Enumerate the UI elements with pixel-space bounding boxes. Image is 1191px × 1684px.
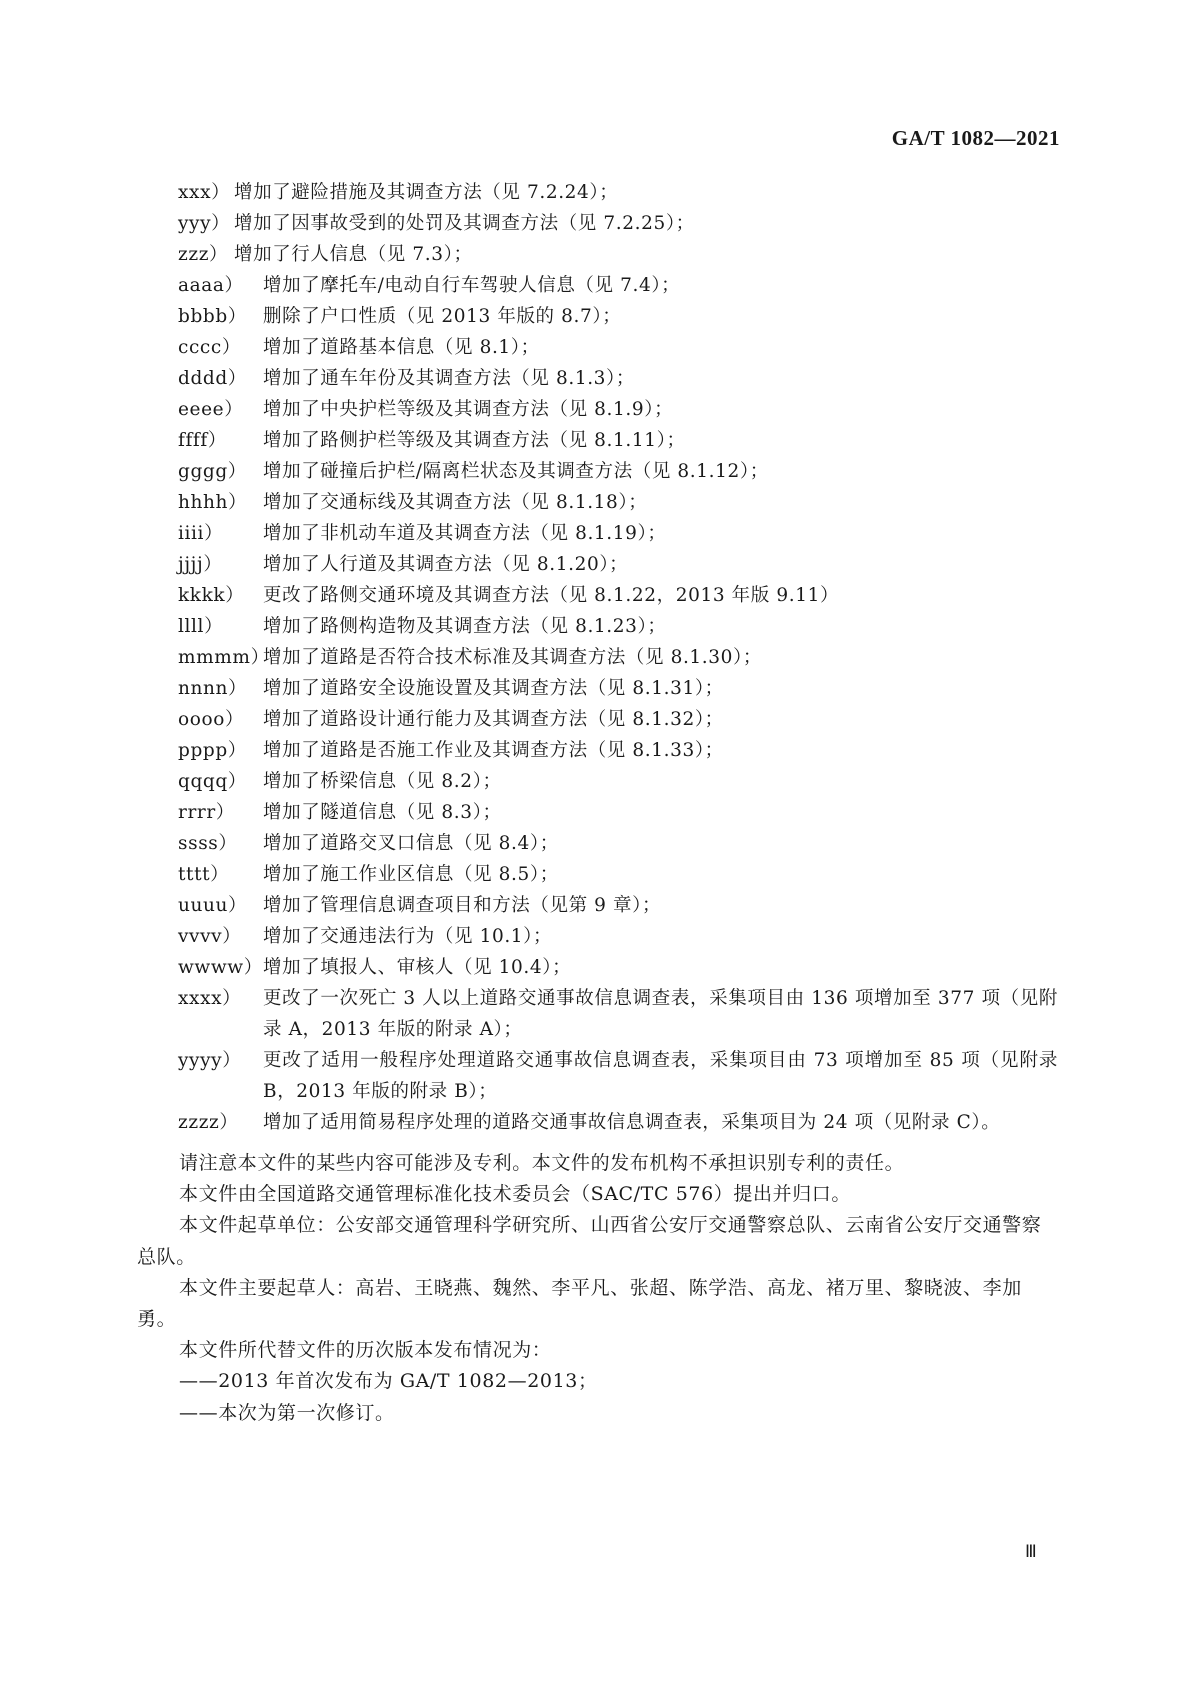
item-text: 增加了摩托车/电动自行车驾驶人信息（见 7.4）； — [263, 275, 681, 296]
list-item — [178, 859, 1058, 890]
item-text: 增加了交通违法行为（见 10.1）； — [263, 926, 553, 947]
list-item — [178, 487, 1058, 518]
item-text: 删除了户口性质（见 2013 年版的 8.7）； — [263, 306, 622, 327]
item-text: 增加了非机动车道及其调查方法（见 8.1.19）； — [263, 523, 667, 544]
item-label: pppp） — [178, 740, 247, 761]
item-label: llll） — [178, 616, 224, 637]
item-text: 增加了路侧构造物及其调查方法（见 8.1.23）； — [263, 616, 667, 637]
version-history-item: ——本次为第一次修订。 — [179, 1401, 395, 1424]
item-label: gggg） — [178, 461, 247, 482]
version-history-item: ——2013 年首次发布为 GA/T 1082—2013； — [179, 1370, 598, 1393]
item-text: 增加了道路设计通行能力及其调查方法（见 8.1.32）； — [263, 709, 724, 730]
list-item — [178, 828, 1058, 859]
list-item — [178, 1045, 1058, 1107]
item-label: yyy） — [178, 213, 231, 234]
item-label: rrrr） — [178, 802, 235, 823]
list-item — [178, 580, 1058, 611]
list-item — [178, 208, 1058, 239]
item-label: zzz） — [178, 244, 229, 265]
item-text: 增加了交通标线及其调查方法（见 8.1.18）； — [263, 492, 648, 513]
item-label: uuuu） — [178, 895, 248, 916]
item-text: 增加了碰撞后护栏/隔离栏状态及其调查方法（见 8.1.12）； — [263, 461, 769, 482]
item-text: 更改了适用一般程序处理道路交通事故信息调查表，采集项目由 73 项增加至 85 项（见附录 B，2013 年版的附录 B）； — [263, 1050, 1058, 1102]
item-text: 增加了适用简易程序处理的道路交通事故信息调查表，采集项目为 24 项（见附录 C）。 — [263, 1112, 1001, 1133]
list-item — [178, 983, 1058, 1045]
item-label: hhhh） — [178, 492, 248, 513]
item-text: 增加了道路交叉口信息（见 8.4）； — [263, 833, 559, 854]
list-item — [178, 735, 1058, 766]
item-text: 增加了道路是否施工作业及其调查方法（见 8.1.33）； — [263, 740, 724, 761]
list-item — [178, 456, 1058, 487]
item-text: 增加了施工作业区信息（见 8.5）； — [263, 864, 559, 885]
drafting-units: 本文件起草单位：公安部交通管理科学研究所、山西省公安厅交通警察总队、云南省公安厅交通警察总队。 — [137, 1214, 1042, 1268]
item-text: 增加了行人信息（见 7.3）； — [234, 244, 473, 265]
item-label: aaaa） — [178, 275, 244, 296]
item-label: xxxx） — [178, 988, 242, 1009]
list-item — [178, 611, 1058, 642]
item-label: vvvv） — [178, 926, 242, 947]
item-text: 增加了人行道及其调查方法（见 8.1.20）； — [263, 554, 629, 575]
list-item — [178, 518, 1058, 549]
item-text: 增加了道路是否符合技术标准及其调查方法（见 8.1.30）； — [263, 647, 762, 668]
item-text: 增加了因事故受到的处罚及其调查方法（见 7.2.25）； — [234, 213, 695, 234]
proposer-statement: 本文件由全国道路交通管理标准化技术委员会（SAC/TC 576）提出并归口。 — [179, 1183, 851, 1206]
item-label: ssss） — [178, 833, 238, 854]
item-label: yyyy） — [178, 1050, 242, 1071]
list-item — [178, 177, 1058, 208]
item-label: ffff） — [178, 430, 227, 451]
list-item — [178, 673, 1058, 704]
version-history-intro: 本文件所代替文件的历次版本发布情况为： — [179, 1339, 552, 1362]
main-drafters: 本文件主要起草人：高岩、王晓燕、魏然、李平凡、张超、陈学浩、高龙、褚万里、黎晓波、李加勇。 — [137, 1276, 1022, 1331]
item-text: 增加了桥梁信息（见 8.2）； — [263, 771, 502, 792]
item-label: jjjj） — [178, 554, 223, 575]
item-label: dddd） — [178, 368, 247, 389]
list-item — [178, 704, 1058, 735]
item-label: bbbb） — [178, 306, 247, 327]
item-label: zzzz） — [178, 1112, 239, 1133]
list-item — [178, 394, 1058, 425]
list-item — [178, 766, 1058, 797]
item-label: kkkk） — [178, 585, 245, 606]
list-item — [178, 363, 1058, 394]
list-item — [178, 890, 1058, 921]
list-item — [178, 642, 1058, 673]
list-item — [178, 952, 1058, 983]
item-text: 增加了道路安全设施设置及其调查方法（见 8.1.31）； — [263, 678, 724, 699]
list-item — [178, 332, 1058, 363]
list-item — [178, 1107, 1058, 1138]
item-label: eeee） — [178, 399, 244, 420]
list-item — [178, 549, 1058, 580]
item-label: cccc） — [178, 337, 241, 358]
change-list — [178, 177, 1058, 1138]
item-label: wwww） — [178, 957, 263, 978]
list-item — [178, 797, 1058, 828]
item-text: 增加了道路基本信息（见 8.1）； — [263, 337, 540, 358]
item-text: 增加了管理信息调查项目和方法（见第 9 章）； — [263, 895, 662, 916]
item-label: qqqq） — [178, 771, 247, 792]
item-text: 更改了一次死亡 3 人以上道路交通事故信息调查表，采集项目由 136 项增加至 377 项（见附录 A，2013 年版的附录 A）； — [263, 988, 1058, 1040]
item-text: 增加了通车年份及其调查方法（见 8.1.3）； — [263, 368, 636, 389]
item-text: 增加了隧道信息（见 8.3）； — [263, 802, 502, 823]
item-label: xxx） — [178, 182, 231, 203]
item-text: 增加了填报人、审核人（见 10.4）； — [263, 957, 572, 978]
foreword-paragraphs — [137, 1148, 1058, 1429]
item-text: 增加了路侧护栏等级及其调查方法（见 8.1.11）； — [263, 430, 686, 451]
item-text: 更改了路侧交通环境及其调查方法（见 8.1.22，2013 年版 9.11） — [263, 585, 840, 606]
page-number: Ⅲ — [1025, 1542, 1037, 1561]
list-item — [178, 301, 1058, 332]
list-item — [178, 270, 1058, 301]
list-item — [178, 921, 1058, 952]
patent-notice: 请注意本文件的某些内容可能涉及专利。本文件的发布机构不承担识别专利的责任。 — [179, 1152, 905, 1174]
list-item — [178, 239, 1058, 270]
document-code: GA/T 1082—2021 — [891, 126, 1060, 150]
item-label: nnnn） — [178, 678, 248, 699]
item-label: mmmm） — [178, 647, 270, 668]
list-item — [178, 425, 1058, 456]
item-label: tttt） — [178, 864, 230, 885]
item-label: oooo） — [178, 709, 245, 730]
item-text: 增加了避险措施及其调查方法（见 7.2.24）； — [234, 182, 619, 203]
item-label: iiii） — [178, 523, 224, 544]
item-text: 增加了中央护栏等级及其调查方法（见 8.1.9）； — [263, 399, 674, 420]
